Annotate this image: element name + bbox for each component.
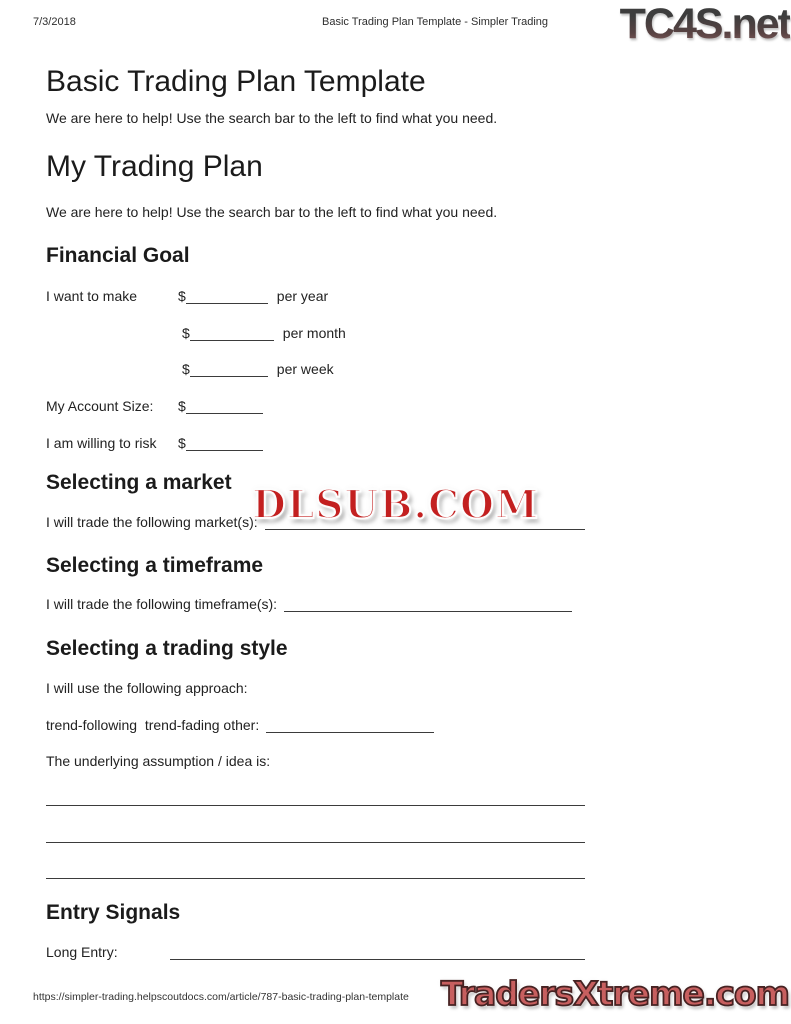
risk-blank-field: [186, 438, 263, 451]
subtitle-my-trading-plan: My Trading Plan: [46, 150, 263, 183]
account-size-label: My Account Size:: [46, 398, 154, 414]
intro-text: We are here to help! Use the search bar to the left to find what you need.: [46, 110, 498, 126]
intro-text-2: We are here to help! Use the search bar to the left to find what you need.: [46, 204, 498, 220]
print-header-date: 7/3/2018: [33, 16, 76, 28]
per-month-label: per month: [282, 325, 346, 341]
financial-row-per-year: [46, 288, 328, 305]
dollar-sign: $: [182, 361, 190, 377]
section-heading-selecting-timeframe: Selecting a timeframe: [46, 554, 264, 577]
want-to-make-label: I want to make: [46, 288, 138, 304]
per-week-blank-field: [190, 364, 268, 377]
long-entry-label: Long Entry:: [46, 944, 118, 960]
per-week-label: per week: [276, 361, 334, 377]
tradersxtreme-watermark-logo: TradersXtreme.com: [440, 974, 789, 1013]
financial-row-per-month: [46, 325, 346, 342]
approach-label: I will use the following approach:: [46, 680, 248, 696]
section-heading-entry-signals: Entry Signals: [46, 901, 181, 924]
print-footer-url: https://simpler-trading.helpscoutdocs.com/article/787-basic-trading-plan-template: [33, 991, 409, 1003]
long-entry-row: [46, 944, 585, 961]
page-title: Basic Trading Plan Template: [46, 65, 426, 98]
writing-line-1: [46, 805, 585, 806]
timeframe-blank-field: [284, 599, 572, 612]
assumption-label: The underlying assumption / idea is:: [46, 753, 271, 769]
tc4s-watermark-logo: TC4S.net: [619, 0, 790, 48]
writing-line-2: [46, 842, 585, 843]
dollar-sign: $: [178, 435, 186, 451]
dollar-sign: $: [182, 325, 190, 341]
section-heading-financial-goal: Financial Goal: [46, 244, 190, 267]
financial-row-account-size: [46, 398, 263, 415]
account-size-blank-field: [186, 401, 263, 414]
per-year-blank-field: [186, 291, 268, 304]
market-prompt-label: I will trade the following market(s):: [46, 514, 258, 530]
style-options-row: [46, 717, 434, 734]
risk-label: I am willing to risk: [46, 435, 157, 451]
dlsub-watermark-logo: DLSUB.COM: [252, 482, 540, 528]
dollar-sign: $: [178, 398, 186, 414]
timeframe-prompt-row: [46, 596, 572, 613]
dollar-sign: $: [178, 288, 186, 304]
other-style-blank-field: [266, 720, 434, 733]
section-heading-trading-style: Selecting a trading style: [46, 637, 288, 660]
long-entry-blank-field: [170, 947, 585, 960]
per-year-label: per year: [276, 288, 329, 304]
per-month-blank-field: [190, 328, 274, 341]
financial-row-per-week: [46, 361, 334, 378]
writing-line-3: [46, 878, 585, 879]
section-heading-selecting-market: Selecting a market: [46, 471, 232, 494]
style-options-label: trend-following trend-fading other:: [46, 717, 260, 733]
financial-row-risk: [46, 435, 263, 452]
print-header-title: Basic Trading Plan Template - Simpler Trading: [322, 16, 549, 28]
timeframe-prompt-label: I will trade the following timeframe(s):: [46, 596, 278, 612]
